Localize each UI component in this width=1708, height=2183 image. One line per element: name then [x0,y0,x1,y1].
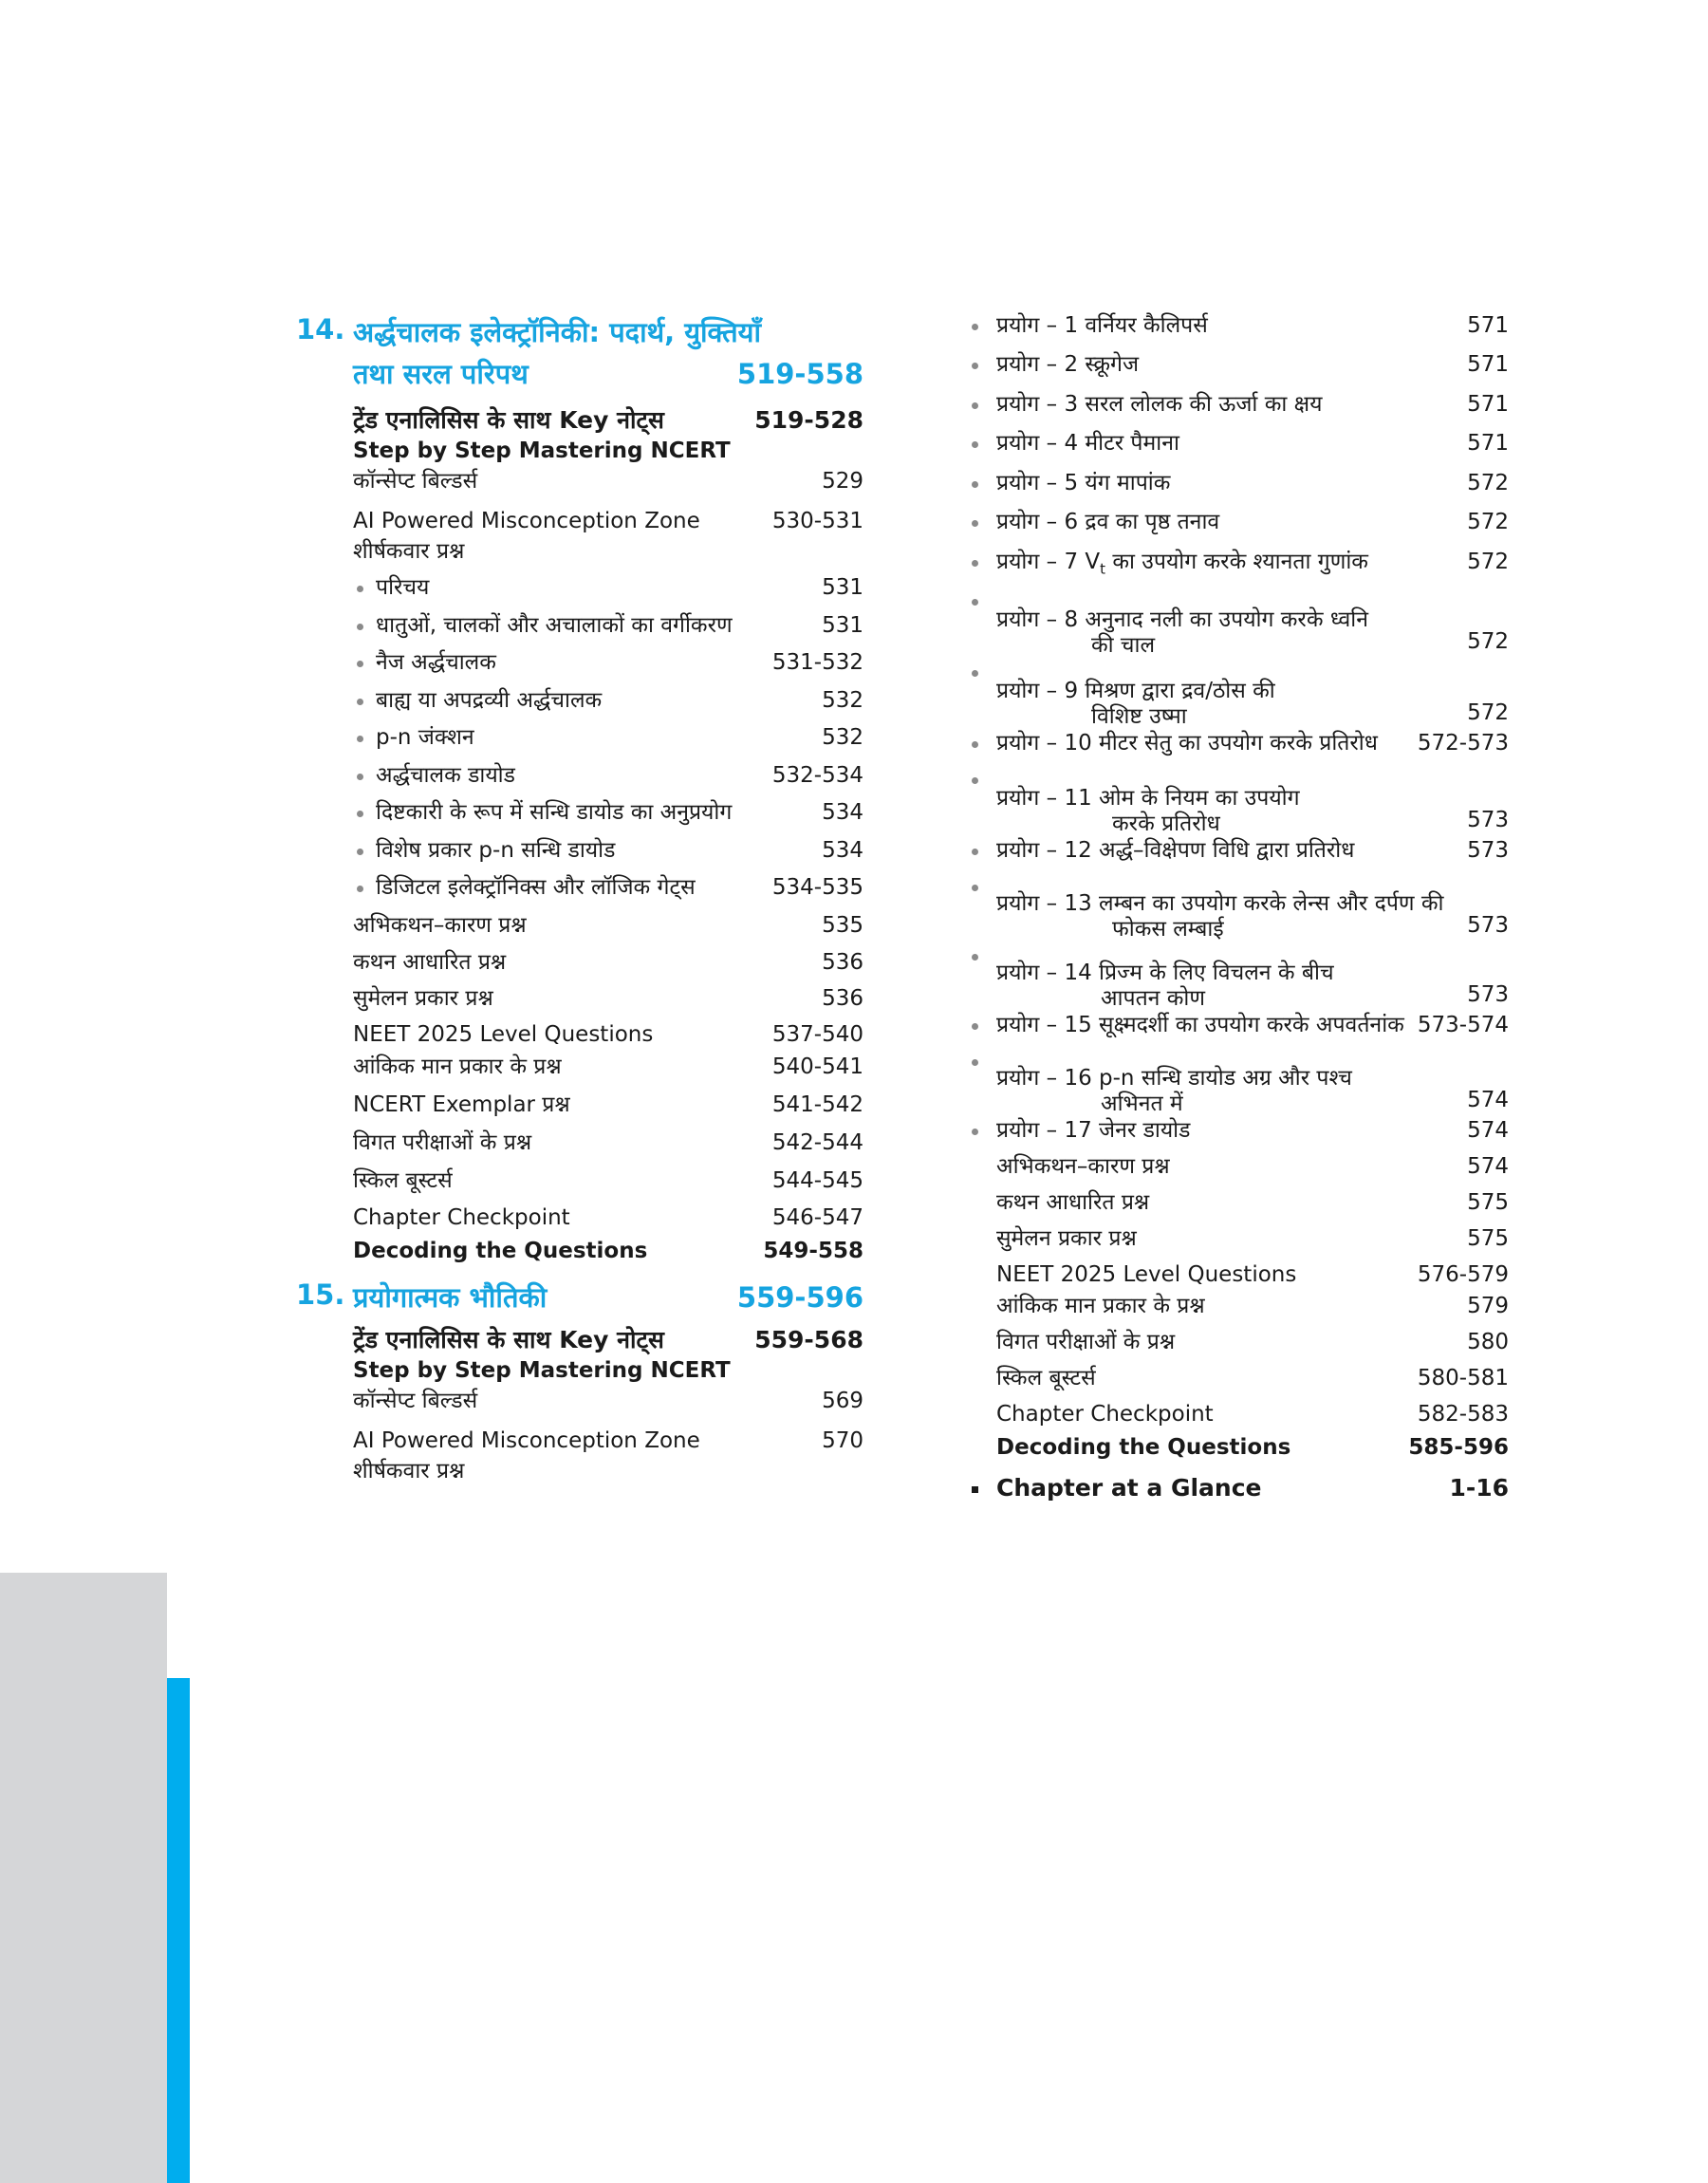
chapter-title: प्रयोगात्मक भौतिकी [353,1281,548,1314]
toc-right-column [966,313,1509,1512]
toc-entry: कॉन्सेप्ट बिल्डर्स 529 [353,469,863,494]
toc-entry: विगत परीक्षाओं के प्रश्न 542-544 [353,1130,863,1155]
toc-entry: ट्रेंड एनालिसिस के साथ Key नोट्स 559-568 [353,1326,863,1353]
side-gray-block [0,1573,167,2183]
toc-entry: NCERT Exemplar प्रश्न 541-542 [353,1092,863,1117]
toc-experiment-entry: प्रयोग – 2 स्क्रूगेज 571 [966,352,1509,392]
chapter-title-line1: अर्द्धचालक इलेक्ट्रॉनिकी: पदार्थ, युक्तियाँ [353,316,761,348]
toc-bullet-entry: बाह्य या अपद्रव्यी अर्द्धचालक 532 [296,688,863,725]
toc-experiment-entry: प्रयोग – 3 सरल लोलक की ऊर्जा का क्षय 571 [966,392,1509,431]
toc-entry: स्किल बूस्टर्स 544-545 [353,1168,863,1193]
toc-experiment-entry: प्रयोग – 12 अर्द्ध–विक्षेपण विधि द्वारा प्रतिरोध 573 [966,838,1509,874]
toc-bullet-entry: नैज अर्द्धचालक 531-532 [296,650,863,688]
toc-experiment-entry: प्रयोग – 17 जेनर डायोड 574 [966,1118,1509,1154]
chapter-pages: 559-596 [736,1281,863,1314]
chapter-number: 14. [296,313,345,345]
toc-experiment-entry: प्रयोग – 14 प्रिज्म के लिए विचलन के बीच आपतन कोण 573 [966,943,1509,1013]
toc-experiment-entry: प्रयोग – 7 $V_t$ का उपयोग करके श्यानता गुणांक 572 [966,550,1509,588]
toc-experiment-entry: प्रयोग – 15 सूक्ष्मदर्शी का उपयोग करके अपवर्तनांक 573-574 [966,1013,1509,1049]
toc-bullet-entry: दिष्टकारी के रूप में सन्धि डायोड का अनुप्रयोग 534 [296,800,863,838]
toc-bullet-entry: धातुओं, चालकों और अचालाकों का वर्गीकरण 531 [296,613,863,650]
toc-left-column [296,313,863,1491]
toc-experiment-entry: प्रयोग – 8 अनुनाद नली का उपयोग करके ध्वनि की चाल 572 [966,588,1509,660]
toc-entry: अभिकथन–कारण प्रश्न 574 [996,1154,1509,1179]
chapter-title-line2: तथा सरल परिपथ [353,358,529,390]
toc-entry: सुमेलन प्रकार प्रश्न 575 [996,1226,1509,1251]
side-blue-bar [167,1678,190,2183]
toc-bullet-entry: विशेष प्रकार p-n सन्धि डायोड 534 [296,838,863,875]
toc-experiment-entry: प्रयोग – 10 मीटर सेतु का उपयोग करके प्रतिरोध 572-573 [966,731,1509,767]
toc-entry: विगत परीक्षाओं के प्रश्न 580 [996,1330,1509,1354]
toc-entry: सुमेलन प्रकार प्रश्न 536 [353,986,863,1011]
toc-entry: आंकिक मान प्रकार के प्रश्न 540-541 [353,1054,863,1079]
toc-entry: Decoding the Questions 549-558 [353,1239,863,1263]
toc-experiment-entry: प्रयोग – 4 मीटर पैमाना 571 [966,431,1509,471]
toc-experiment-entry: प्रयोग – 1 वर्नियर कैलिपर्स 571 [966,313,1509,352]
toc-entry: कथन आधारित प्रश्न 575 [996,1190,1509,1215]
toc-experiment-entry: प्रयोग – 5 यंग मापांक 572 [966,471,1509,510]
chapter-15-heading [296,1278,863,1326]
toc-subheading: Step by Step Mastering NCERT [353,1358,731,1383]
toc-entry: Decoding the Questions 585-596 [996,1435,1509,1460]
toc-bullet-entry: p-n जंक्शन 532 [296,725,863,763]
toc-experiment-entry: प्रयोग – 11 ओम के नियम का उपयोग करके प्रतिरोध 573 [966,767,1509,838]
toc-experiment-entry: प्रयोग – 6 द्रव का पृष्ठ तनाव 572 [966,510,1509,550]
toc-entry: ट्रेंड एनालिसिस के साथ Key नोट्स 519-528 [353,406,863,434]
toc-entry: अभिकथन–कारण प्रश्न 535 [353,913,863,938]
toc-entry: AI Powered Misconception Zone 570 [353,1428,863,1453]
toc-experiment-entry: प्रयोग – 13 लम्बन का उपयोग करके लेन्स और दर्पण की फोकस लम्बाई 573 [966,874,1509,943]
toc-glance-entry: Chapter at a Glance 1-16 [966,1474,1509,1512]
toc-experiment-entry: प्रयोग – 16 p-n सन्धि डायोड अग्र और पश्च अभिनत में 574 [966,1049,1509,1118]
toc-entry: कॉन्सेप्ट बिल्डर्स 569 [353,1389,863,1413]
toc-subheading: Step by Step Mastering NCERT [353,438,731,463]
chapter-pages: 519-558 [736,358,863,390]
toc-entry: NEET 2025 Level Questions 537-540 [353,1022,863,1047]
toc-entry: Chapter Checkpoint 546-547 [353,1205,863,1230]
toc-bullet-entry: अर्द्धचालक डायोड 532-534 [296,763,863,800]
toc-subheading: शीर्षकवार प्रश्न [353,1459,465,1483]
toc-entry: स्किल बूस्टर्स 580-581 [996,1366,1509,1390]
toc-experiment-entry: प्रयोग – 9 मिश्रण द्वारा द्रव/ठोस की विशिष्ट उष्मा 572 [966,660,1509,731]
chapter-number: 15. [296,1278,345,1311]
toc-entry: कथन आधारित प्रश्न 536 [353,950,863,975]
chapter-14-heading [296,313,863,401]
toc-subheading: शीर्षकवार प्रश्न [353,539,465,564]
toc-bullet-entry: डिजिटल इलेक्ट्रॉनिक्स और लॉजिक गेट्स 534-535 [296,875,863,913]
toc-entry: AI Powered Misconception Zone 530-531 [353,509,863,533]
toc-entry: Chapter Checkpoint 582-583 [996,1402,1509,1427]
toc-entry: NEET 2025 Level Questions 576-579 [996,1262,1509,1287]
toc-bullet-entry: परिचय 531 [296,575,863,613]
toc-entry: आंकिक मान प्रकार के प्रश्न 579 [996,1294,1509,1318]
